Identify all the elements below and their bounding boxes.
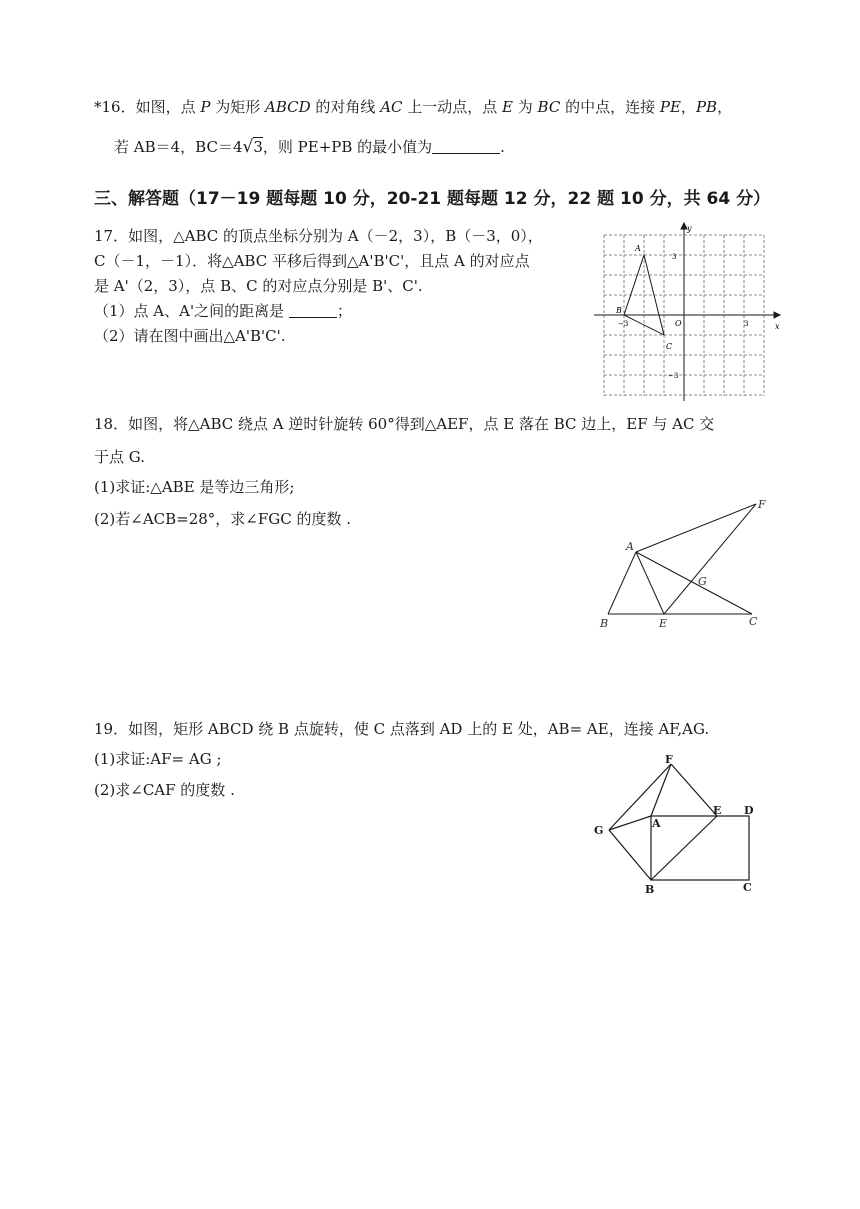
point-label-c: C <box>749 615 758 628</box>
segment-gb <box>609 830 651 880</box>
sqrt-symbol: √ <box>242 137 254 157</box>
rectangle-abcd <box>651 816 749 880</box>
q16-text: ， <box>680 98 696 116</box>
point-label-a: A <box>652 817 661 830</box>
q17-part1-end: ； <box>336 302 352 320</box>
tick-label: 3 <box>744 320 749 328</box>
answer-blank[interactable] <box>432 139 500 154</box>
q16-text: E <box>502 98 513 116</box>
q16-text: 为矩形 <box>210 98 265 116</box>
rotated-rectangle-figure <box>590 752 762 898</box>
q16-line1 <box>94 96 732 118</box>
y-axis-label: y <box>687 224 692 233</box>
segment-ef <box>664 504 756 614</box>
q16-text: PB <box>695 98 718 116</box>
q16-text: ， <box>717 98 733 116</box>
segment-fe <box>671 764 717 816</box>
q16-text: AC <box>380 98 403 116</box>
segment-fa <box>651 764 671 816</box>
q16-line2-suffix: ，则 PE+PB 的最小值为 <box>262 138 433 156</box>
q17-part1 <box>94 300 352 322</box>
q16-text: 的对角线 <box>310 98 381 116</box>
point-label-a: A <box>635 244 641 253</box>
section-heading: 三、解答题（17－19 题每题 10 分，20-21 题每题 12 分，22 题 10 分，共 64 分） <box>94 189 771 209</box>
point-label-a: A <box>626 540 634 553</box>
sqrt-value: 3 <box>253 138 263 156</box>
segment-ab <box>608 552 636 614</box>
q16-line2 <box>114 136 505 158</box>
point-label-b: B <box>600 617 609 630</box>
point-label-d: D <box>744 804 754 817</box>
q18-part2: (2)若∠ACB=28°，求∠FGC 的度数 . <box>94 510 352 528</box>
axes <box>594 223 780 401</box>
q17-line2: C（－1，－1）．将△ABC 平移后得到△A'B'C'，且点 A 的对应点 <box>94 252 530 270</box>
origin-label: O <box>675 319 682 328</box>
x-axis-label: x <box>775 322 780 331</box>
coordinate-grid-figure <box>594 221 786 401</box>
segment-ae <box>636 552 664 614</box>
point-label-e: E <box>659 617 668 630</box>
q19-part1: (1)求证:AF= AG ; <box>94 750 222 768</box>
q18-part1: (1)求证:△ABE 是等边三角形; <box>94 478 295 496</box>
segment-ac <box>636 552 752 614</box>
point-label-f: F <box>665 753 673 766</box>
point-label-c: C <box>743 881 752 894</box>
q16-text: ABCD <box>265 98 311 116</box>
segment-eb <box>651 816 717 880</box>
q19-line1: 19．如图，矩形 ABCD 绕 B 点旋转，使 C 点落到 AD 上的 E 处，AB= AE，连接 AF,AG. <box>94 720 710 738</box>
point-label-g: G <box>698 575 707 588</box>
q19-part2: (2)求∠CAF 的度数 . <box>94 781 235 799</box>
tick-label: 3 <box>672 253 677 261</box>
point-label-b: B <box>645 883 655 896</box>
tick-label: −3 <box>668 372 679 380</box>
q17-part1-text: （1）点 A、A'之间的距离是 <box>94 302 285 320</box>
q18-line2: 于点 G. <box>94 448 145 466</box>
q16-line2-end: . <box>500 138 505 156</box>
point-label-e: E <box>713 804 722 817</box>
q17-line1: 17．如图，△ABC 的顶点坐标分别为 A（－2，3），B（－3，0）， <box>94 227 543 245</box>
q16-text: *16．如图，点 <box>94 98 201 116</box>
q17-line3: 是 A'（2，3），点 B、C 的对应点分别是 B'、C'. <box>94 277 423 295</box>
q16-text: PE <box>659 98 681 116</box>
tick-label: −3 <box>618 320 629 328</box>
q16-text: 的中点，连接 <box>560 98 660 116</box>
q16-text: 为 <box>513 98 538 116</box>
q17-part2: （2）请在图中画出△A'B'C'. <box>94 327 286 345</box>
q16-text: BC <box>537 98 561 116</box>
point-label-c: C <box>666 342 673 351</box>
q16-text: 上一动点，点 <box>402 98 503 116</box>
point-label-b: B <box>616 306 622 315</box>
point-label-g: G <box>594 824 604 837</box>
segment-af <box>636 504 756 552</box>
q18-line1: 18．如图，将△ABC 绕点 A 逆时针旋转 60°得到△AEF，点 E 落在 BC 边上，EF 与 AC 交 <box>94 415 715 433</box>
q16-text: P <box>200 98 211 116</box>
point-label-f: F <box>758 498 766 511</box>
q16-line2-prefix: 若 AB＝4，BC＝4 <box>114 138 243 156</box>
answer-blank[interactable] <box>289 303 337 318</box>
rotation-triangle-figure <box>592 490 774 634</box>
